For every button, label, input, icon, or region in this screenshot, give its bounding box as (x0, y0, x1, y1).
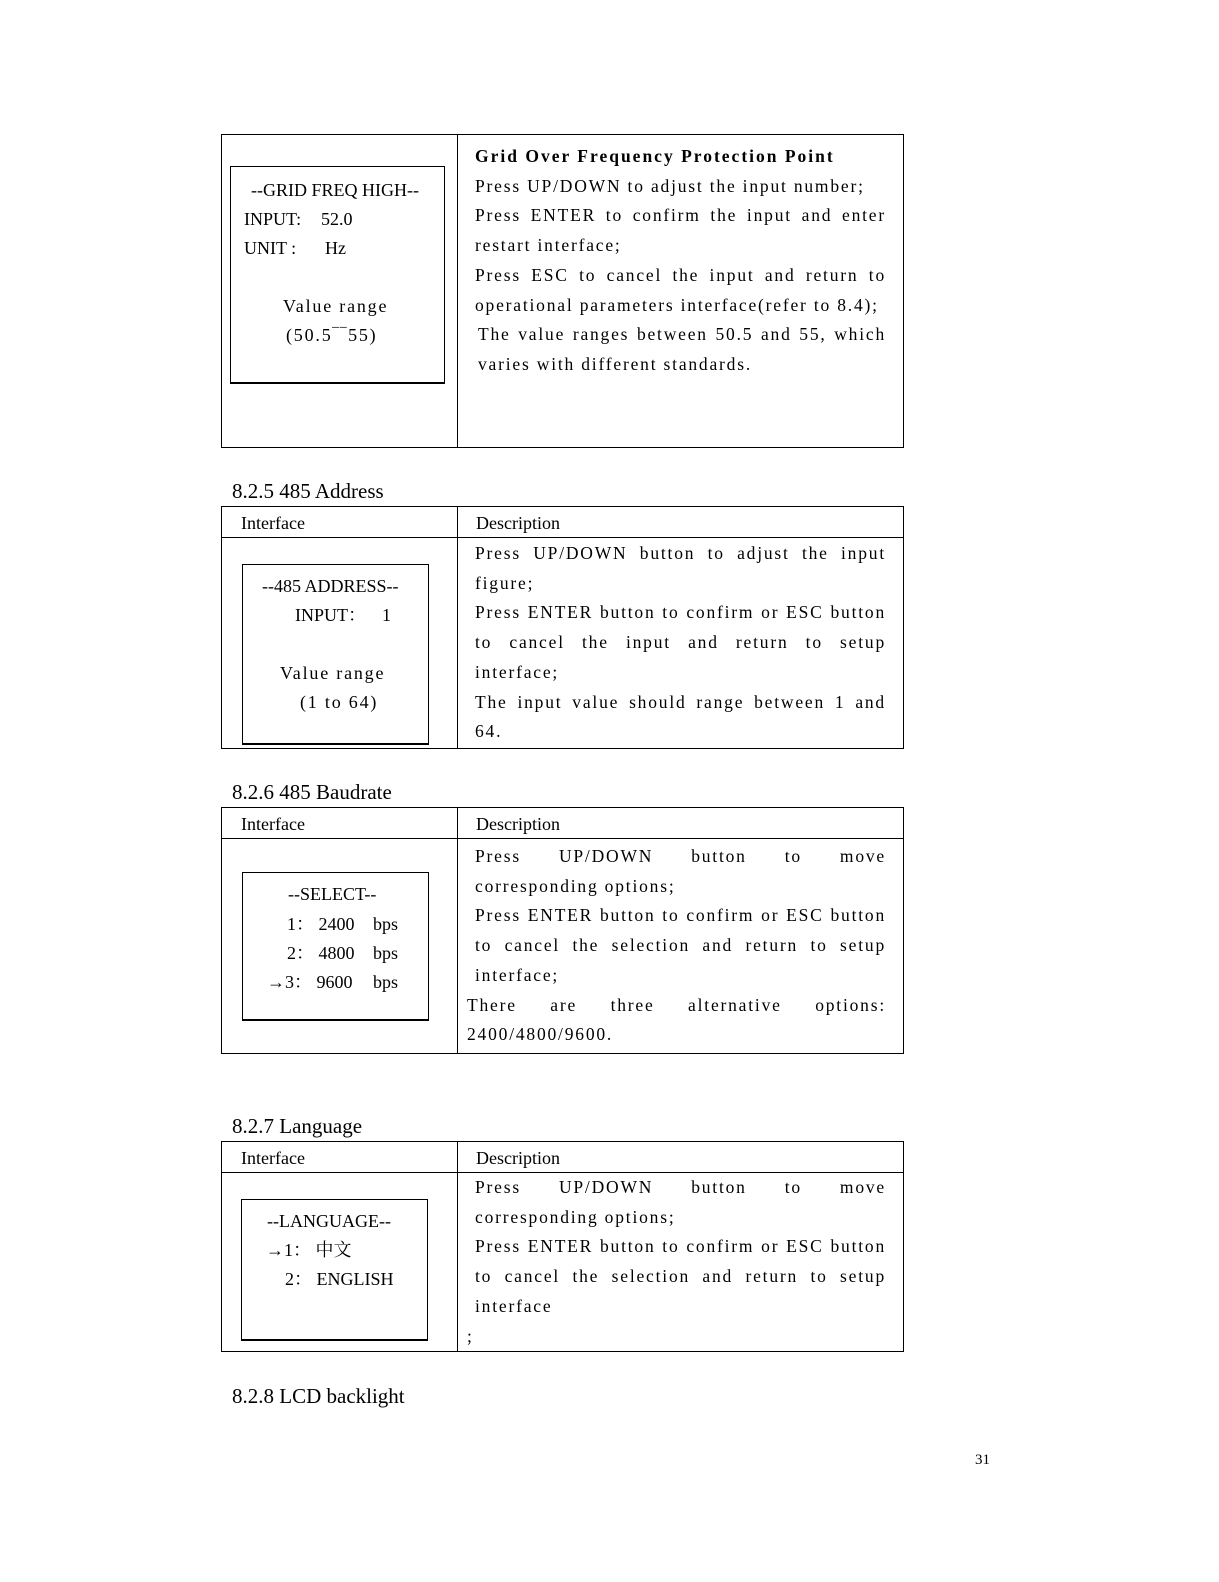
header-rule (222, 537, 903, 538)
lcd-unit-value: Hz (325, 238, 346, 258)
header-rule (222, 838, 903, 839)
lcd-screen-language (241, 1199, 428, 1341)
lcd-range-value: (1 to 64) (300, 692, 379, 712)
lcd-option-english: 2： ENGLISH (285, 1269, 394, 1289)
lcd-option-4800: 2： 4800 (287, 943, 355, 963)
lcd-title: --GRID FREQ HIGH-- (251, 180, 419, 200)
description-line: Press ENTER button to confirm or ESC button to cancel the selection and return to setup interface; (475, 905, 886, 985)
column-header-description: Description (476, 1148, 560, 1168)
column-divider (457, 808, 458, 1053)
description-485-address (475, 539, 886, 747)
description-language (467, 1173, 886, 1351)
lcd-input-value: 1 (382, 605, 391, 625)
485-address-table (221, 506, 904, 749)
column-divider (457, 507, 458, 748)
lcd-screen-baudrate (242, 872, 429, 1021)
description-line: The input value should range between 1 and 64. (475, 691, 886, 742)
description-line: The value ranges between 50.5 and 55, which varies with different standards. (478, 324, 886, 374)
description-line: Press UP/DOWN button to move corresponding options; (475, 1177, 886, 1227)
description-line: Press ENTER to confirm the input and enter restart interface; (475, 205, 886, 256)
lcd-range-label: Value range (280, 663, 386, 683)
lcd-range-value: (50.5‾‾55) (286, 325, 378, 345)
lcd-option-chinese-selected: →1： 中文 (266, 1240, 352, 1260)
column-divider (457, 135, 458, 447)
description-line: Press ENTER button to confirm or ESC button to cancel the selection and return to setup interface (475, 1236, 886, 1316)
description-line: Press ENTER button to confirm or ESC button to cancel the input and return to setup interface; (475, 602, 886, 682)
column-header-interface: Interface (241, 1148, 305, 1168)
section-heading-lcd-backlight: 8.2.8 LCD backlight (232, 1384, 405, 1408)
lcd-screen-485-address (242, 564, 429, 745)
lcd-input-value: 52.0 (321, 209, 353, 229)
page-number: 31 (975, 1452, 990, 1468)
description-line: ; (467, 1325, 474, 1346)
lcd-option-unit: bps (373, 914, 399, 934)
description-line: Press UP/DOWN button to move corresponding options; (475, 846, 886, 896)
language-table (221, 1141, 904, 1352)
section-heading-485-address: 8.2.5 485 Address (232, 479, 384, 503)
column-header-interface: Interface (241, 513, 305, 533)
lcd-input-label: INPUT： (295, 605, 366, 625)
description-line: Press ESC to cancel the input and return to operational parameters interface(refer to 8.4); (475, 264, 886, 315)
grid-freq-table (221, 134, 904, 448)
column-divider (457, 1142, 458, 1351)
lcd-title: --485 ADDRESS-- (262, 576, 399, 596)
description-grid-freq (475, 142, 886, 380)
lcd-input-label: INPUT: (244, 209, 302, 229)
column-header-description: Description (476, 814, 560, 834)
description-line: Press UP/DOWN button to adjust the input figure; (475, 543, 886, 593)
lcd-screen-grid-freq (230, 166, 445, 384)
lcd-option-2400: 1： 2400 (287, 914, 355, 934)
description-line: There are three alternative options: 2400/4800/9600. (467, 994, 886, 1045)
lcd-option-9600-selected: →3： 9600 (267, 972, 353, 992)
column-header-description: Description (476, 513, 560, 533)
description-baudrate (467, 842, 886, 1050)
description-line: Press UP/DOWN to adjust the input number; (475, 175, 865, 196)
485-baudrate-table (221, 807, 904, 1054)
lcd-range-label: Value range (283, 296, 389, 316)
lcd-unit-label: UNIT : (244, 238, 297, 258)
lcd-title: --SELECT-- (288, 884, 377, 904)
description-title: Grid Over Frequency Protection Point (475, 146, 835, 166)
lcd-title: --LANGUAGE-- (267, 1211, 391, 1231)
column-header-interface: Interface (241, 814, 305, 834)
lcd-option-unit: bps (373, 972, 399, 992)
lcd-option-unit: bps (373, 943, 399, 963)
section-heading-language: 8.2.7 Language (232, 1114, 363, 1138)
section-heading-485-baudrate: 8.2.6 485 Baudrate (232, 780, 392, 804)
